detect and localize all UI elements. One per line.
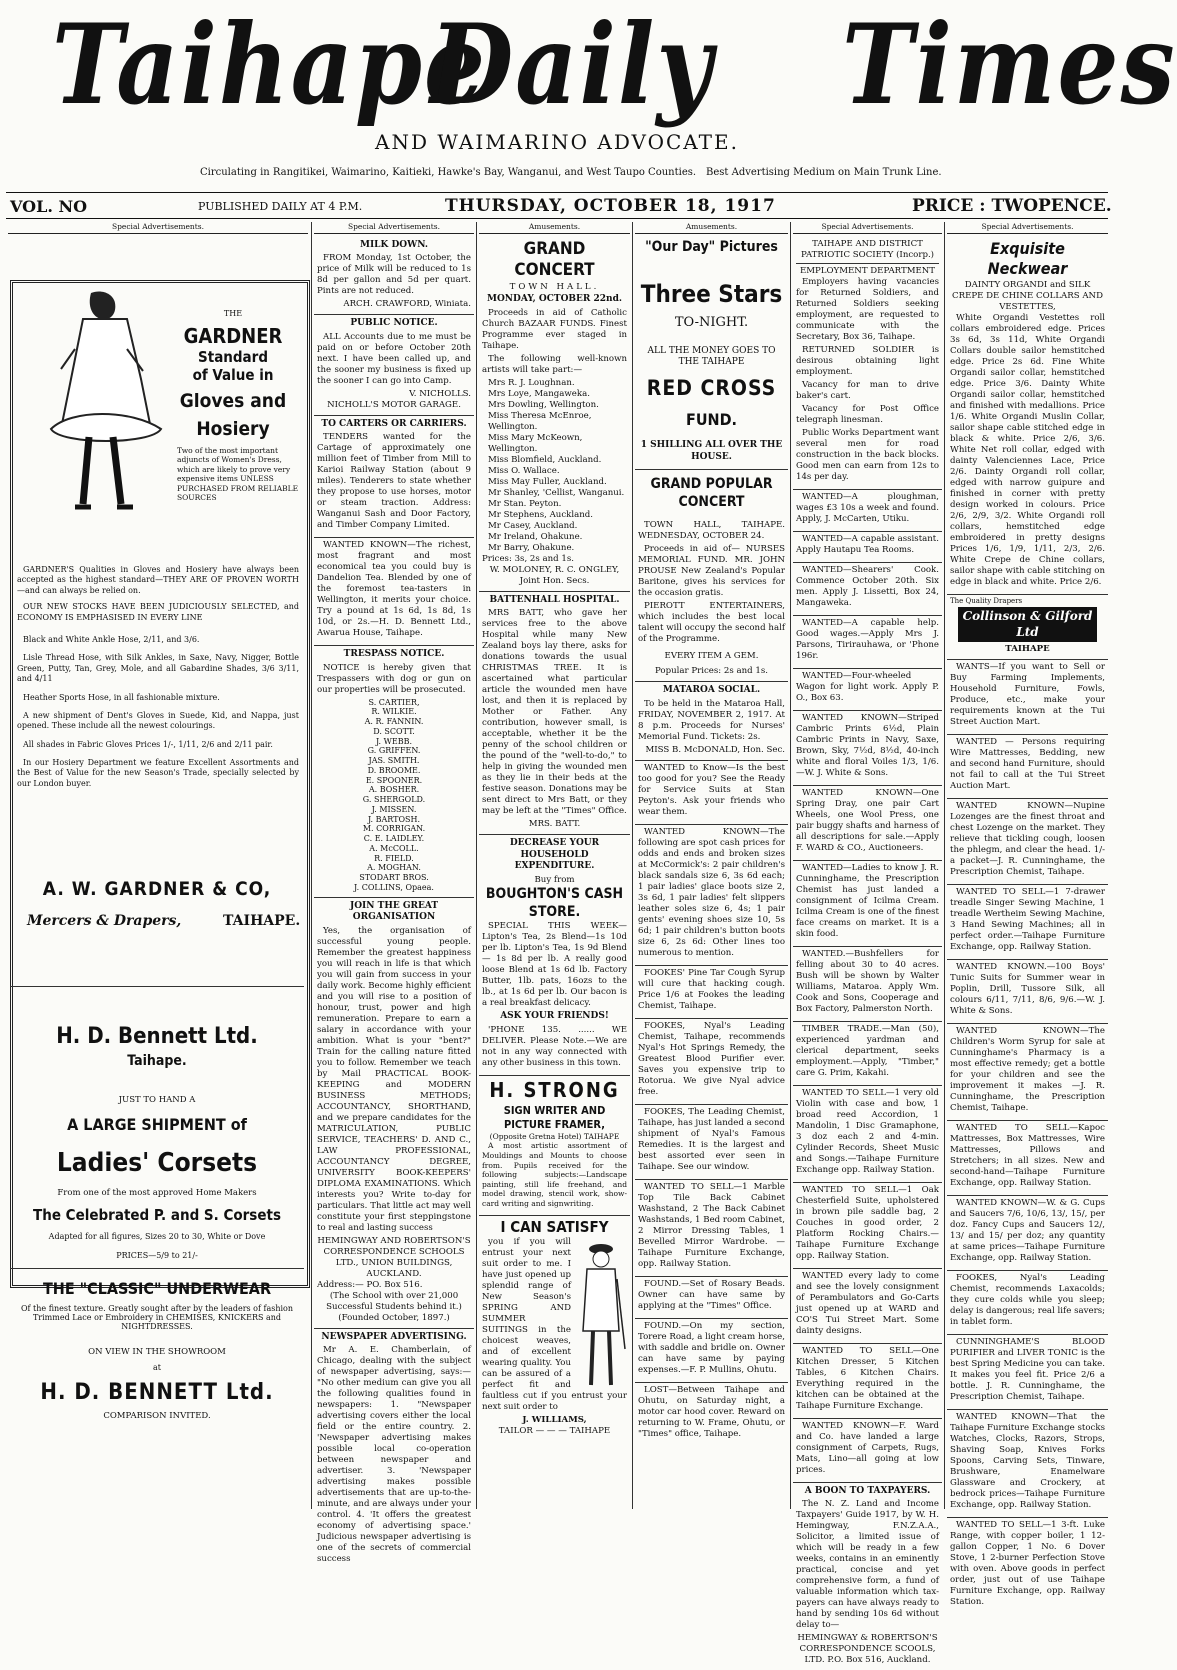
shilling-line: 1 SHILLING ALL OVER THE HOUSE.	[640, 440, 783, 462]
classified	[947, 660, 1108, 735]
taxpayers-boon-ad	[793, 1483, 942, 1670]
classified	[793, 669, 942, 711]
williams-name: J. WILLIAMS,	[522, 1414, 587, 1425]
artist-entry: Mr Stephens, Auckland.	[488, 509, 593, 520]
classified	[793, 1183, 942, 1269]
classified	[793, 490, 942, 532]
dandelion-tea-text: WANTED KNOWN—The richest, most fragrant and most economical tea you could buy is Dandelion Tea. Blended by one of the foremost tea-tasters in Wellington, it merits your choice. Try a pound at 1s 6d, 1s 8d, 1s 10d, or 2s.—H. D. Bennett Ltd., Awarua House, Taihape.	[317, 540, 471, 639]
bennett-corsets: Ladies' Corsets	[56, 1148, 258, 1178]
williams-tailor: TAILOR — — — TAIHAPE	[498, 1425, 611, 1436]
classified	[793, 532, 942, 563]
classified-text: WANTED KNOWN—Nupine Lozenges are the finest throat and chest Lozenge on the market. They relieve that tickling cough, loosen the phlegm, and clear the head. 1/- a packet—J. R. Cunninghame, the Prescription Chemist, Taihape.	[950, 801, 1105, 878]
classified-text: WANTED.—Bushfellers for felling about 30 to 40 acres. Bush will be shown by Walter Williams, Mataroa. Apply Wm. Cook and Sons, Cooperage and Box Factory, Palmerston North.	[796, 948, 939, 1014]
classified-text: WANTED—Shearers' Cook. Commence October 20th. Six men. Apply J. Lissetti, Box 24, Mangaweka.	[796, 564, 939, 608]
classified-text: WANTED TO SELL—1 Marble Top Tile Back Cabinet Washstand, 2 The Back Cabinet Washstands, 1 Bed room Cabinet, 2 Mirror Dressing Tables, 1 Bevelled Mirror Wardrobe. —Taihape Furniture Exchange, opp. Railway Station.	[638, 1181, 785, 1269]
grand-concert-proceeds: Proceeds in aid of Catholic Church BAZAAR FUNDS. Finest Programme ever staged in Taihape.	[482, 307, 627, 351]
classified	[635, 825, 788, 966]
best-medium-line: Best Advertising Medium on Main Trunk Line.	[706, 167, 942, 178]
classified-text: FOOKES, The Leading Chemist, Taihape, has just landed a second shipment of Nyal's Famous Remedies. It is the largest and best assorted ever seen in Taihape. See our window.	[638, 1106, 785, 1172]
artist-entry: Mr Stan. Peyton.	[488, 498, 562, 509]
carters-heading: TO CARTERS OR CARRIERS.	[321, 418, 467, 429]
classified-text: LOST—Between Taihape and Ohutu, on Saturday night, a motor car hood cover. Reward on returning to W. Frame, Ohutu, or "Times" office, Taihape.	[638, 1384, 785, 1439]
lady-figure-illustration	[31, 289, 171, 519]
mataroa-social-ad	[635, 682, 788, 761]
classified	[947, 799, 1108, 885]
trespass-name: A. MOGHAN.	[367, 863, 421, 873]
mataroa-text: To be held in the Mataroa Hall, FRIDAY, NOVEMBER 2, 1917. At 8 p.m. Proceeds for Nurses' Memorial Fund. Tickets: 2s.	[638, 698, 785, 742]
popular-concert-proceeds: Proceeds in aid of— NURSES MEMORIAL FUND. MR. JOHN PROUSE New Zealand's Popular Baritone, gives his services for the occasion gratis.	[638, 544, 785, 599]
column-divider	[944, 222, 945, 1509]
fund-label: FUND.	[686, 409, 737, 429]
classified	[793, 616, 942, 669]
classified	[635, 761, 788, 825]
public-notice-text: ALL Accounts due to me must be paid on or before October 20th next. I have been called up, and the sooner my business is fixed up the sooner I can go into Camp.	[317, 331, 471, 386]
trespass-name: C. E. LAIDLEY.	[363, 834, 425, 844]
gardner-name: GARDNER	[183, 324, 283, 348]
williams-text: you if you will entrust your next suit order to me. I have just opened up splendid range of New Season's SPRING AND SUMMER SUITINGS in the choicest weaves, and of excellent wearing quality. You can be assured of a perfect fit and faultless cut if you entrust your next suit order to	[482, 1236, 627, 1412]
trespass-name: STODART BROS.	[359, 873, 429, 883]
column-heading: Special Advertisements.	[793, 222, 942, 234]
classified	[635, 1105, 788, 1180]
gardner-standard: Standard	[198, 348, 268, 366]
gardner-body	[17, 565, 299, 791]
classified-text: WANTED TO SELL—1 Oak Chesterfield Suite, upholstered in brown pile saddle bag, 2 Couches in good order, 2 Platform Rocking Chairs.—Taihape Furniture Exchange opp. Railway Station.	[796, 1184, 939, 1261]
trespass-name: G. SHERGOLD.	[362, 795, 426, 805]
column-6	[947, 222, 1108, 1608]
classified	[793, 1086, 942, 1183]
trespass-name: D. BROOME.	[367, 765, 421, 775]
gardner-the: THE	[223, 309, 243, 318]
milk-text: FROM Monday, 1st October, the price of Milk will be reduced to 1s 8d per gallon and 5d per quart. Pints are not reduced.	[317, 253, 471, 297]
grand-concert-heading: GRAND CONCERT	[514, 238, 595, 281]
gardner-firm: A. W. GARDNER & CO,	[42, 878, 272, 900]
classified	[793, 1419, 942, 1483]
classified-text: FOUND.—Set of Rosary Beads. Owner can have same by applying at the "Times" Office.	[638, 1278, 785, 1311]
classified-text: WANTED KNOWN.—100 Boys' Tunic Suits for Summer wear in Poplin, Drill, Tussore Silk, all colours 6/11, 7/11, 8/6, 9/6.—W. J. White & Sons.	[950, 962, 1105, 1017]
battenhall-heading: BATTENHALL HOSPITAL.	[489, 594, 620, 605]
bennett-sizes: Adapted for all figures, Sizes 20 to 30, White or Dove	[48, 1232, 266, 1241]
organisation-ad	[314, 898, 474, 1329]
artist-entry: Mr Barry, Ohakune.	[488, 542, 575, 553]
classified	[635, 1019, 788, 1105]
carters-notice	[314, 416, 474, 539]
gardner-paragraph: In our Hosiery Department we feature Excellent Assortments and the Best of Value for the new Season's Trade, specially selected by our London buyer.	[17, 758, 299, 788]
classified	[793, 711, 942, 786]
boon-firm: HEMINGWAY & ROBERTSON'S CORRESPONDENCE SCOOLS, LTD. P.O. Box 516, Auckland.	[797, 1633, 938, 1666]
column-2	[314, 222, 474, 1565]
newspaper-advertising-heading: NEWSPAPER ADVERTISING.	[321, 1331, 467, 1342]
classified	[793, 563, 942, 616]
trespass-name: D. SCOTT.	[373, 726, 415, 736]
classified-text: FOOKES, Nyal's Leading Chemist, Taihape, recommends Nyal's Hot Springs Remedy, the Greatest Blood Purifier ever. Saves you expensive trip to Rotorua. We give Nyal advice free.	[638, 1020, 785, 1097]
trespass-name: R. FIELD.	[374, 853, 414, 863]
red-cross-title: RED CROSS	[646, 375, 777, 400]
employment-text: Employers having vacancies for Returned Soldiers, and Returned Soldiers seeking employment, are requested to communicate with the Secretary, Box 36, Taihape.	[796, 276, 939, 342]
popular-concert-heading: GRAND POPULAR CONCERT	[650, 476, 773, 511]
boughton-name: BOUGHTON'S CASH STORE.	[485, 885, 624, 920]
classified-text: WANTED—A ploughman, wages £3 10s a week and found. Apply, J. McCarten, Utiku.	[796, 491, 939, 524]
classified	[947, 1024, 1108, 1121]
classified	[793, 1022, 942, 1086]
collinson-gilford-logo	[947, 595, 1108, 661]
boughton-ask: ASK YOUR FRIENDS!	[500, 1011, 609, 1022]
gardner-paragraph: GARDNER'S Qualities in Gloves and Hosiery have always been accepted as the highest standard—THEY ARE OF PROVEN WORTH —and can always be relied on.	[17, 565, 299, 595]
classified	[635, 1319, 788, 1383]
grand-concert-ad	[479, 237, 630, 592]
trespass-name: J. WEBB.	[375, 736, 413, 746]
classified-text: WANTED TO SELL—Kapoc Mattresses, Box Mattresses, Wire Mattresses, Pillows and Stretchers; in all sizes. New and second-hand—Taihape Furniture Exchange, opp. Railway Station.	[950, 1123, 1105, 1189]
three-stars-title: Three Stars	[640, 279, 783, 308]
public-notice	[314, 315, 474, 416]
grand-concert-prices: Prices: 3s, 2s and 1s.	[482, 553, 575, 564]
classified-text: WANTED KNOWN—The Children's Worm Syrup for sale at Cunninghame's Pharmacy is a most effective remedy; get a bottle for your children and see the improvement it makes —J. R. Cunninghame, the Prescription Chemist, Taihape.	[950, 1026, 1105, 1114]
column-divider	[790, 222, 791, 1509]
milk-notice	[314, 237, 474, 316]
strong-trade: SIGN WRITER AND PICTURE FRAMER,	[503, 1103, 606, 1131]
patriotic-society-notice	[793, 237, 942, 490]
grand-concert-secretaries: W. MOLONEY, R. C. ONGLEY, Joint Hon. Secs.	[489, 564, 620, 586]
newspaper-advertising-text: Mr A. E. Chamberlain, of Chicago, dealing with the subject of newspaper advertising, says:— "No other medium can give you all the following qualities found in newspapers: 1. "Newspaper advertising covers either the local field or the entire country. 2. 'Newspaper advertising makes possible local co-operation between newspaper and advertiser. 3. 'Newspaper advertising makes possible advertisements that are up-to-the-minute, and are always under your control. 4. 'It offers the greatest economy of advertising space.' Judicious newspaper advertising is one of the secrets of commercial success	[317, 1345, 471, 1565]
section-rule	[10, 986, 304, 987]
grand-concert-date: MONDAY, OCTOBER 22nd.	[486, 294, 622, 305]
classified-text: WANTED TO SELL—One Kitchen Dresser, 5 Kitchen Tables, 6 Kitchen Chairs. Everything required in the kitchen can be obtained at the Taihape Furniture Exchange.	[796, 1345, 939, 1411]
trespass-name: G. GRIFFEN.	[367, 746, 421, 756]
popular-concert-ad	[635, 470, 788, 682]
artist-entry: Mr Casey, Auckland.	[488, 520, 578, 531]
artist-entry: Mr Shanley, 'Cellist, Wanganui.	[488, 487, 625, 498]
bennett-view: ON VIEW IN THE SHOWROOM	[88, 1347, 226, 1357]
strong-address: (Opposite Gretna Hotel) TAIHAPE	[489, 1131, 620, 1141]
boughton-buy-from: Buy from	[534, 874, 575, 885]
classified	[947, 885, 1108, 960]
strong-ad	[479, 1076, 630, 1216]
masthead-title-daily: Daily	[430, 0, 715, 130]
classified-text: WANTED KNOWN—That the Taihape Furniture Exchange stocks Watches, Clocks, Razors, Strops, Shaving Soap, Knives Forks Spoons, Carving Sets, Tinware, Brushware, Enamelware Glassware and Crockery, at bedrock prices—Taihape Furniture Exchange, opp. Railway Station.	[950, 1412, 1105, 1511]
bennett-classic: THE "CLASSIC" UNDERWEAR	[42, 1279, 272, 1298]
boughton-ad	[479, 835, 630, 1076]
bennett-advert	[10, 1002, 304, 1507]
artist-entry: Miss O. Wallace.	[488, 465, 560, 476]
newspaper-advertising-article	[314, 1329, 474, 1572]
classified	[635, 966, 788, 1019]
battenhall-text: MRS BATT, who gave her services free to the above Hospital while many New Zealand boys lay there, asks for donations towards the usual CHRISTMAS TREE. It is ascertained what particular article the wounded men have lost, and then it is replaced by Mother or Father. Any contribution, however small, is acceptable, whether it be the penny of the school children or the pound of the "well-to-do," to help in giving the wounded men as they lie in their beds at the festive season. Donations may be sent direct to Mrs Batt, or they may be left at the "Times" Office.	[482, 608, 627, 817]
classified-text: FOOKES' Pine Tar Cough Syrup will cure that hacking cough. Price 1/6 at Fookes the leading Chemist, Taihape.	[638, 967, 785, 1011]
classified-text: TIMBER TRADE.—Man (50), experienced yardman and clerical department, seeks employment.—Apply, "Timber," care G. Prim, Kakahi.	[796, 1023, 939, 1078]
bennett-firm: H. D. BENNETT Ltd.	[40, 1380, 274, 1405]
artist-entry: Miss Blomfield, Auckland.	[488, 454, 602, 465]
popular-concert-prices: Popular Prices: 2s and 1s.	[654, 666, 769, 677]
column-heading: Special Advertisements.	[8, 222, 308, 234]
employment-baker: Vacancy for man to drive baker's cart.	[796, 379, 939, 401]
collinson-quality: The Quality Drapers	[950, 596, 1023, 605]
bennett-rule	[10, 1268, 304, 1269]
battenhall-notice	[479, 592, 630, 836]
gardner-paragraph: OUR NEW STOCKS HAVE BEEN JUDICIOUSLY SELECTED, and ECONOMY IS EMPHASISED IN EVERY LINE	[17, 602, 299, 622]
artist-entry: Mr Ireland, Ohakune.	[488, 531, 583, 542]
classified-text: WANTED TO SELL—1 very old Violin with case and bow, 1 broad reed Accordion, 1 Mandolin, 1 Disc Gramaphone, 3 doz each 2 and 4-min. Cylinder Records, Sheet Music and Songs.—Taihape Furniture Exchange opp. Railway Station.	[796, 1087, 939, 1175]
bennett-just: JUST TO HAND A	[118, 1095, 196, 1105]
classified-text: WANTED TO SELL—1 3-ft. Luke Range, with copper boiler, 1 12-gallon Copper, 1 No. 6 Dover Stove, 1 2-burner Perfection Stove with oven. Above goods in perfect order, just out of use Taihape Furniture Exchange, opp. Railway Station.	[950, 1520, 1105, 1608]
published-note: PUBLISHED DAILY AT 4 P.M.	[198, 200, 363, 213]
boughton-special: SPECIAL THIS WEEK— Lipton's Tea, 2s Blend—1s 10d per lb. Lipton's Tea, 1s 9d Blend— 1s 8d per lb. A really good loose Blend at 1s 6d lb. Factory Butter, 1lb. pats, 16ozs to the lb., at 1s 6d per lb. Our bacon is a real breakfast delicacy.	[482, 921, 627, 1009]
classified-text: WANTS—If you want to Sell or Buy Farming Implements, Household Furniture, Fowls, Produce, etc., make your requirements known at the Tui Street Auction Mart.	[950, 662, 1105, 728]
trespass-name: A. BOSHER.	[368, 785, 420, 795]
bennett-name: H. D. Bennett Ltd.	[56, 1024, 258, 1049]
classified-text: WANTED TO SELL—1 7-drawer treadle Singer Sewing Machine, 1 treadle Wertheim Sewing Machine, 3 Hand Sewing Machines; all in perfect order.—Taihape Furniture Exchange, opp. Railway Station.	[950, 887, 1105, 953]
dandelion-tea-ad	[314, 538, 474, 646]
mataroa-heading: MATAROA SOCIAL.	[662, 685, 761, 696]
collinson-town: TAIHAPE	[1005, 644, 1050, 655]
classified-text: WANTED—Four-wheeled Wagon for light work. Apply P. O., Box 63.	[796, 670, 939, 703]
trespass-name: S. CARTIER,	[368, 697, 420, 707]
bennett-celebrated: The Celebrated P. and S. Corsets	[33, 1206, 281, 1224]
neckwear-subheading: DAINTY ORGANDI and SILK CREPE DE CHINE COLLARS AND VESTETTES,	[952, 279, 1103, 312]
grand-concert-venue: TOWN HALL.	[509, 282, 600, 293]
mataroa-signature: MISS B. McDONALD, Hon. Sec.	[645, 744, 785, 755]
gardner-hosiery: Hosiery	[196, 418, 270, 440]
gentleman-suit-illustration	[575, 1239, 627, 1389]
employment-public-works: Public Works Department want several men for road construction in the back blocks. Good men can earn from 12s to 14s per day.	[796, 427, 939, 482]
public-notice-signature: V. NICHOLLS.	[409, 388, 471, 399]
bennett-comparison: COMPARISON INVITED.	[103, 1411, 211, 1421]
neckwear-text: White Organdi Vestettes roll collars embroidered edge. Prices 3s 6d, 3s 11d, White Organdi Collars double sailor hemstitched edge. Price 2s 6d. Fine White Organdi sailor collar, hemstitched edge. Price 3/6. Dainty White Organdi sailor collar, hemstitched and finished with medallions. Price 1/6. White Organdi Muslin Collar, sailor shape cable stitched edge in black & white. Price 2/6, 3/6. White Net roll collar, edged with dainty Valenciennes Lace, Price 2/6. Dainty Organdi roll collar, edged with narrow guipure and finished in corner with pretty design worked in colours. Price 2/6, 2/9, 3/2. White Organdi roll collars, hemstitched edge embroidered in pretty designs Prices 1/6, 1/9, 1/11, 2/3, 2/6. White Crepe de Chine collars, sailor shape with cable stitching on edge in black and white. Price 2/6.	[950, 312, 1105, 587]
column-divider	[632, 222, 633, 1509]
classified-text: WANTED—A capable assistant. Apply Hautapu Tea Rooms.	[796, 533, 939, 555]
boughton-phone: 'PHONE 135. ...... WE DELIVER. Please Note.—We are not in any way connected with any other business in this town.	[482, 1025, 627, 1068]
trespass-text: NOTICE is hereby given that Trespassers with dog or gun on our properties will be prosecuted.	[317, 662, 471, 695]
our-day-heading: "Our Day" Pictures	[645, 238, 778, 255]
classified	[793, 786, 942, 861]
classified	[635, 1277, 788, 1319]
column-heading: Amusements.	[635, 222, 788, 234]
organisation-firm: HEMINGWAY AND ROBERTSON'S CORRESPONDENCE SCHOOLS LTD., UNION BUILDINGS, AUCKLAND.	[317, 1235, 471, 1279]
bennett-at: at	[153, 1363, 161, 1372]
classified	[635, 1383, 788, 1446]
artist-entry: Miss May Fuller, Auckland.	[488, 476, 607, 487]
classified	[947, 1335, 1108, 1410]
gardner-paragraph: Black and White Ankle Hose, 2/11, and 3/6.	[23, 634, 200, 644]
gardner-paragraph: A new shipment of Dent's Gloves in Suede, Kid, and Nappa, just opened. These include all the newest colourings.	[17, 710, 299, 731]
issue-price: PRICE : TWOPENCE.	[912, 196, 1112, 216]
column-5	[793, 222, 942, 1666]
trespass-name: J. BARTOSH.	[367, 814, 421, 824]
masthead	[0, 0, 1177, 205]
classified-text: WANTED KNOWN—One Spring Dray, one pair Cart Wheels, one Wool Press, one pair buggy shafts and harness of all descriptions for sale.—Apply F. WARD & CO., Auctioneers.	[796, 787, 939, 853]
classified	[947, 1196, 1108, 1271]
trespass-name: R. WILKIE.	[371, 707, 417, 717]
column-heading: Special Advertisements.	[314, 222, 474, 234]
classified-text: FOOKES, Nyal's Leading Chemist, recommends Laxacolds; they cure colds while you sleep; delay is dangerous; real life savers; in tablet form.	[950, 1273, 1105, 1328]
williams-headline: I CAN SATISFY	[500, 1217, 609, 1236]
tonight-label: TO-NIGHT.	[674, 315, 749, 331]
strong-text: A most artistic assortment of Mouldings and Mounts to choose from. Pupils received for the following subjects:—Landscape painting, still life freehand, and model drawing, stencil work, show-card writing and signwriting.	[482, 1141, 627, 1208]
column-divider	[476, 222, 477, 1509]
popular-concert-pierott: PIEROTT ENTERTAINERS, which includes the best local talent will occupy the second half of the Programme.	[638, 601, 785, 645]
gardner-paragraph: Heather Sports Hose, in all fashionable mixture.	[23, 692, 220, 702]
classified	[793, 947, 942, 1022]
info-rule	[6, 218, 1108, 219]
gardner-town: TAIHAPE.	[223, 913, 301, 929]
column-divider	[311, 222, 312, 1509]
classified-text: WANTED—Ladies to know J. R. Cunninghame, the Prescription Chemist has just landed a consignment of Icilma Cream. Icilma Cream is one of the finest face creams on market. It is a skin food.	[796, 862, 939, 939]
top-rule	[6, 192, 1108, 193]
bennett-prices: PRICES—5/9 to 21/-	[116, 1251, 198, 1260]
classified-text: WANTED — Persons requiring Wire Mattresses, Bedding, new and second hand Furniture, should not fail to call at the Tui Street Auction Mart.	[950, 737, 1105, 792]
boon-text: The N. Z. Land and Income Taxpayers' Guide 1917, by W. H. Hemingway, F.N.Z.A.A., Solicitor, a limited issue of which will be ready in a few weeks, contains in an eminently practical, concise and yet comprehensive form, a fund of valuable information which tax-payers can have always ready to hand by sending 10s 6d without delay to—	[796, 1499, 939, 1631]
column-4	[635, 222, 788, 1509]
classified	[635, 1180, 788, 1277]
trespass-name: J. COLLINS, Opaea.	[354, 882, 434, 892]
bennett-town: Taihape.	[127, 1053, 187, 1069]
artist-entry: Mrs Loye, Mangaweka.	[488, 388, 590, 399]
bennett-large: A LARGE SHIPMENT of	[67, 1115, 247, 1134]
classified	[947, 1410, 1108, 1518]
classified-text: WANTED KNOWN—Striped Cambric Prints 6½d, Plain Cambric Prints in Navy, Saxe, Brown, Sky, 7½d, 8½d, 40-inch white and floral Voiles 1/3, 1/6.—W. J. White & Sons.	[796, 712, 939, 778]
battenhall-signature: MRS. BATT.	[528, 819, 581, 830]
employment-linesman: Vacancy for Post Office telegraph linesman.	[796, 403, 939, 425]
issue-date: THURSDAY, OCTOBER 18, 1917	[445, 196, 776, 216]
organisation-address: Address:— PO. Box 516.	[317, 1279, 423, 1290]
trespass-notice	[314, 646, 474, 898]
column-heading: Amusements.	[479, 222, 630, 234]
organisation-heading: JOIN THE GREAT ORGANISATION	[349, 900, 439, 923]
classified-text: WANTED KNOWN—W. & G. Cups and Saucers 7/6, 10/6, 13/, 15/, per doz. Fancy Cups and Saucers 12/, 13/ and 15/ per doz; any quantity at same prices—Taihape Furniture Exchange, opp. Railway Station.	[950, 1198, 1105, 1264]
williams-tailor-ad	[479, 1216, 630, 1441]
neckwear-ad	[947, 237, 1108, 595]
our-day-pictures-ad	[635, 237, 788, 471]
info-bar	[0, 195, 1114, 217]
gardner-mercers: Mercers & Drapers,	[27, 913, 182, 929]
bennett-from: From one of the most approved Home Makers	[57, 1188, 257, 1198]
employment-returned: RETURNED SOLDIER is desirous obtaining light employment.	[796, 344, 939, 377]
gardner-paragraph: Lisle Thread Hose, with Silk Ankles, in Saxe, Navy, Nigger, Bottle Green, Putty, Tan, Grey, Mole, and all Gabardine Shades, 3/6 3/11, and 4/11	[17, 653, 299, 684]
classified-text: CUNNINGHAME'S BLOOD PURIFIER and LIVER TONIC is the best Spring Medicine you can take. It makes you feel fit. Price 2/6 a bottle. J. R. Cunninghame, the Prescription Chemist, Taihape.	[950, 1337, 1105, 1403]
classified	[793, 1344, 942, 1419]
masthead-subtitle: AND WAIMARINO ADVOCATE.	[375, 130, 739, 154]
classified-text: FOUND.—On my section, Torere Road, a light cream horse, with saddle and bridle on. Owner can have same by paying expenses.—F. P. Mullins, Ohutu.	[638, 1320, 785, 1375]
circulating-line: Circulating in Rangitikei, Waimarino, Kaitieki, Hawke's Bay, Wanganui, and West Taupo Counties.	[200, 167, 697, 178]
organisation-note: (The School with over 21,000 Successful Students behind it.) (Founded October, 1897.)	[326, 1290, 462, 1323]
artist-entry: Miss Mary McKeown, Wellington.	[488, 432, 583, 454]
employment-heading: EMPLOYMENT DEPARTMENT	[796, 263, 939, 277]
gardner-blurb: Two of the most important adjuncts of Women's Dress, which are likely to prove very expensive items UNLESS PURCHASED FROM RELIABLE SOURCES	[177, 446, 299, 502]
popular-concert-gem: EVERY ITEM A GEM.	[664, 651, 759, 662]
classified	[793, 1269, 942, 1344]
column-3	[479, 222, 630, 1509]
classified	[947, 1271, 1108, 1335]
strong-name: H. STRONG	[489, 1078, 620, 1102]
gardner-paragraph: All shades in Fabric Gloves Prices 1/-, 1/11, 2/6 and 2/11 pair.	[23, 739, 273, 749]
classified	[947, 960, 1108, 1024]
classified-text: WANTED—A capable help. Good wages.—Apply Mrs J. Parsons, Tirirauhawa, or 'Phone 196r.	[796, 617, 939, 661]
artist-entry: Mrs R. J. Loughnan.	[488, 377, 575, 388]
classified-text: WANTED KNOWN—The following are spot cash prices for odds and ends and broken sizes at McCormick's: 2 pair children's black sandals size 6, 3s 6d each; 1 pair ladies' glace boots size 2, 3s 6d, 1 pair ladies' felt slippers leather soles size 6, 4s; 1 pair gents' evening shoes size 10, 5s 6d; 1 pair children's button boots size 6, 2s 6d: Other lines too numerous to mention.	[638, 826, 785, 958]
artist-entry: Mrs Dowling, Wellington.	[488, 399, 599, 410]
volume-number: VOL. NO	[10, 197, 88, 216]
popular-concert-venue: TOWN HALL, TAIHAPE. WEDNESDAY, OCTOBER 24.	[638, 520, 785, 542]
trespass-name: M. CORRIGAN.	[362, 824, 426, 834]
gardner-gloves: Gloves and	[179, 390, 287, 412]
carters-text: TENDERS wanted for the Cartage of approximately one million feet of Timber from Mill to Karioi Railway Station (about 9 miles). Tenderers to state whether they propose to use horses, motor or steam traction. Address: Wanganui Sash and Door Factory, and Timber Company Limited.	[317, 432, 471, 531]
trespass-name: A. McCOLL.	[369, 843, 419, 853]
classified	[947, 1518, 1108, 1614]
milk-heading: MILK DOWN.	[360, 239, 428, 250]
classified	[947, 735, 1108, 799]
boughton-decrease: DECREASE YOUR HOUSEHOLD EXPENDITURE.	[509, 838, 600, 872]
classified-text: WANTED KNOWN—F. Ward and Co. have landed a large consignment of Carpets, Rugs, Mats, Lino—all going at low prices.	[796, 1420, 939, 1475]
artist-entry: Miss Theresa McEnroe, Wellington.	[488, 410, 592, 432]
column-heading: Special Advertisements.	[947, 222, 1108, 234]
trespass-name: JAS. SMITH.	[368, 756, 420, 766]
milk-signature: ARCH. CRAWFORD, Winiata.	[343, 299, 471, 310]
public-notice-garage: NICHOLL'S MOTOR GARAGE.	[327, 399, 461, 410]
grand-concert-intro: The following well-known artists will take part:—	[482, 353, 627, 375]
boon-heading: A BOON TO TAXPAYERS.	[804, 1485, 931, 1496]
classified	[947, 1121, 1108, 1196]
trespass-heading: TRESPASS NOTICE.	[343, 649, 445, 660]
masthead-title-times: Times	[842, 0, 1177, 130]
public-notice-heading: PUBLIC NOTICE.	[350, 318, 438, 329]
gardner-headline	[163, 309, 303, 502]
patriotic-heading: TAIHAPE AND DISTRICT PATRIOTIC SOCIETY (Incorp.)	[800, 238, 935, 260]
organisation-text: Yes, the organisation of successful young people. Remember the greatest happiness you will reach in life is that which you will gain from success in your daily work. Become highly efficient and you will rise to a position of honour, trust, power and high remuneration. Prepare to earn a salary in accordance with your ambition. What is your "bent?" Train for the calling nature fitted you to follow. Remember we teach by Mail PRACTICAL BOOK-KEEPING and MODERN BUSINESS METHODS; ACCOUNTANCY, SHORTHAND, and we prepare candidates for the MATRICULATION, PUBLIC SERVICE, TEACHERS' D. AND C., LAW PROFESSIONAL, ACCOUNTANCY DEGREE, UNIVERSITY BOOK-KEEPERS' DIPLOMA EXAMINATIONS. Which interests you? Write to-day for particulars. That little act may well constitute your first steppingstone to real and lasting success	[317, 925, 471, 1233]
masthead-title-taihape: Taihape	[52, 0, 488, 130]
trespass-name: J. MISSEN.	[371, 804, 417, 814]
trespass-name: E. SPOONER.	[365, 775, 423, 785]
classified-text: WANTED every lady to come and see the lovely consignment of Perambulators and Go-Carts just opened up at WARD and CO'S Tui Street Mart. Some dainty designs.	[796, 1270, 939, 1336]
neckwear-heading: Exquisite Neckwear	[987, 238, 1068, 279]
collinson-banner: Collinson & Gilford Ltd	[958, 607, 1097, 642]
classified-text: WANTED to Know—Is the best too good for you? See the Ready for Service Suits at Stan Peyton's. Ask your friends who wear them.	[638, 762, 785, 817]
gardner-value-in: of Value in	[192, 366, 274, 384]
trespass-name: A. R. FANNIN.	[364, 717, 424, 727]
classified	[793, 861, 942, 947]
all-money-line: ALL THE MONEY GOES TO THE TAIHAPE	[647, 345, 776, 368]
bennett-texture: Of the finest texture. Greatly sought after by the leaders of fashion Trimmed Lace or Embroidery in CHEMISES, KNICKERS and NIGHTDRESSES.	[20, 1304, 294, 1331]
